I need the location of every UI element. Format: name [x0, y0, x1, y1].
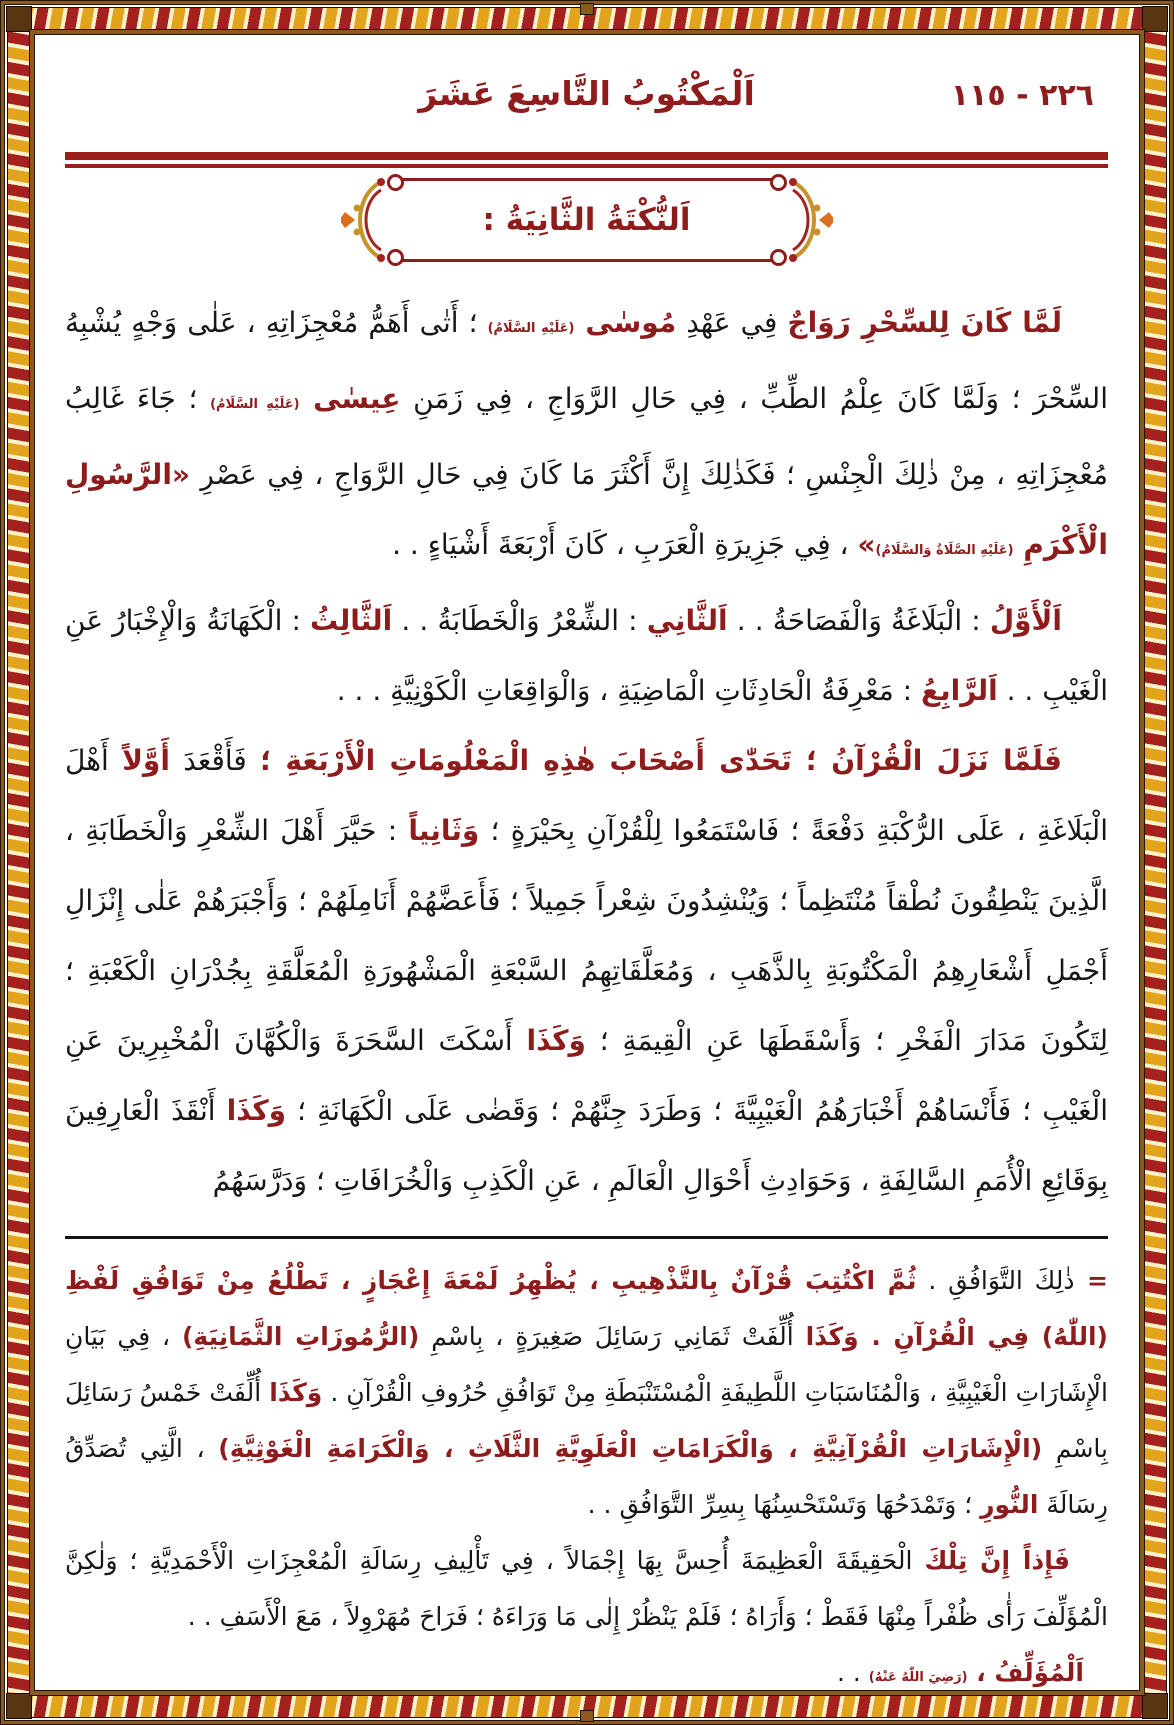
page-header: [65, 72, 1108, 148]
cartouche-curl-icon: [387, 249, 404, 266]
cartouche-curl-icon: [770, 249, 787, 266]
text-run: النُّورِ: [980, 1490, 1039, 1519]
cartouche-curl-icon: [387, 174, 404, 191]
text-run: (الْإِشَارَاتِ الْقُرْآنِيَّةِ ، وَالْكَرَامَاتِ الْعَلَوِيَّةِ الثَّلَاثِ ، وَالْكَرَامَةِ الْغَوْثِيَّةِ): [218, 1434, 1043, 1463]
text-run: فَإِذاً إِنَّ تِلْكَ: [924, 1546, 1071, 1575]
text-run: فَلَمَّا نَزَلَ الْقُرْآنُ ؛ تَحَدّٰى أَصْحَابَ هٰذِهِ الْمَعْلُومَاتِ الْأَرْبَعَةِ ؛: [260, 744, 1062, 777]
title-rule-thick: [65, 152, 1108, 160]
border-corner-top-right: [1142, 6, 1168, 32]
text-run: اَلثَّالِثُ: [310, 604, 393, 637]
section-heading: اَلنُّكْتَةُ الثَّانِيَةُ :: [482, 202, 691, 238]
text-run: وَكَذَا: [226, 1094, 287, 1127]
text-run: أَهْلَ الْبَلَاغَةِ ، عَلَى الرُّكْبَةِ دَفْعَةً ؛ فَاسْتَمَعُوا لِلْقُرْآنِ بِحَيْرَةٍ ؛: [65, 744, 1108, 847]
text-run: اَلثَّانِي: [646, 604, 728, 637]
text-run: ؛ جَاءَ غَالِبُ مُعْجِزَاتِهِ ، مِنْ ذٰلِكَ الْجِنْسِ ؛ فَكَذٰلِكَ إِنَّ أَكْثَرَ مَا كَانَ فِي حَالِ الرَّوَاجِ ، فِي عَصْرِ: [65, 382, 1108, 491]
text-run: =: [1074, 1266, 1108, 1295]
text-run: لَمَّا كَانَ لِلسِّحْرِ رَوَاجٌ: [787, 306, 1062, 339]
text-run: (الرُّمُوزَاتِ الثَّمَانِيَةِ): [182, 1322, 420, 1351]
footnote-paragraph: [65, 1253, 1108, 1533]
footnote: [65, 1253, 1108, 1706]
page-title: اَلْمَكْتُوبُ التَّاسِعَ عَشَرَ: [418, 74, 755, 113]
text-run: أُلِّفَتْ ثَمَانِي رَسَائِلَ صَغِيرَةٍ ، بِاسْمِ: [419, 1322, 806, 1351]
text-run: وَكَذَا: [805, 1322, 859, 1351]
text-run: اَلرَّابِعُ: [920, 674, 998, 707]
body-paragraph: [65, 726, 1108, 1216]
body-paragraph: [65, 586, 1108, 726]
flourish-left-icon: [341, 174, 387, 266]
text-run: وَكَذَا: [269, 1378, 323, 1407]
border-corner-bottom-right: [1142, 1693, 1168, 1719]
title-double-rule: [65, 152, 1108, 168]
text-run: ثُمَّ اكْتُتِبَ قُرْآنٌ بِالتَّذْهِيبِ ، يُظْهِرُ لَمْعَةَ إِعْجَازٍ ، تَطْلُعُ مِنْ تَوَافُقِ لَفْظِ (اللّٰهُ) فِي الْقُرْآنِ .: [65, 1266, 1108, 1351]
text-run: أُلِّفَتْ خَمْسُ رَسَائِلَ بِاسْمِ: [65, 1378, 1108, 1463]
body-paragraph: [65, 288, 1108, 586]
text-run: ، فِي جَزِيرَةِ الْعَرَبِ ، كَانَ أَرْبَعَةَ أَشْيَاءٍ . .: [392, 528, 858, 561]
text-run: ؛ أَتٰى أَهَمُّ مُعْجِزَاتِهِ ، عَلٰى وَجْهٍ يُشْبِهُ السِّحْرَ ؛ وَلَمَّا كَانَ عِلْمُ الطِّبِّ ، فِي حَالِ الرَّوَاجِ ، فِي زَمَنِ: [65, 306, 1108, 415]
text-run: ، الَّتِي تُصَدِّقُ رِسَالَةَ: [65, 1434, 1108, 1519]
text-run: فِي عَهْدِ: [676, 306, 788, 339]
border-corner-top-left: [6, 6, 32, 32]
text-run: ذٰلِكَ التَّوَافُقِ .: [916, 1266, 1075, 1295]
text-run: فَأَقْعَدَ: [169, 744, 261, 777]
text-run: : الْكَهَانَةُ وَالْإِخْبَارُ عَنِ الْغَيْبِ . .: [65, 604, 1108, 707]
page-content: [65, 36, 1108, 1691]
border-chain-right: [1143, 7, 1167, 1718]
text-run: «الرَّسُولِ الْأَكْرَمِ: [65, 458, 1108, 561]
border-corner-bottom-left: [6, 1693, 32, 1719]
text-run: (عَلَيْهِ الصَّلَاةُ وَالسَّلَامُ): [875, 543, 1014, 558]
text-run: (عَلَيْهِ السَّلَامُ): [487, 321, 575, 336]
text-run: : حَيَّرَ أَهْلَ الشِّعْرِ وَالْخَطَابَةِ ، الَّذِينَ يَنْطِقُونَ نُطْقاً مُنْتَظِماً ؛ وَيُنْشِدُونَ شِعْراً جَمِيلاً ؛ فَأَعَضَّهُمْ أَنَامِلَهُمْ ؛ وَأَجْبَرَهُمْ عَلٰى إِنْزَالِ أَجْمَلِ أَشْعَارِهِمُ الْمَكْتُوبَةِ بِالذَّهَبِ ، وَمُعَلَّقَاتِهِمُ السَّبْعَةِ الْمَشْهُورَةِ الْمُعَلَّقَةِ بِجُدْرَانِ الْكَعْبَةِ ؛ لِتَكُونَ مَدَارَ الْفَخْرِ ؛ وَأَسْقَطَهَا عَنِ الْقِيمَةِ ؛: [65, 814, 1108, 1057]
section-cartouche: [393, 178, 781, 262]
text-run: : الْبَلَاغَةُ وَالْفَصَاحَةُ . .: [727, 604, 990, 637]
text-run: (رَضِيَ اللّٰهُ عَنْهُ): [868, 1670, 968, 1685]
text-run: وَكَذَا: [526, 1024, 586, 1057]
text-run: أَسْكَتَ السَّحَرَةَ وَالْكُهَّانَ الْمُخْبِرِينَ عَنِ الْغَيْبِ ؛ فَأَنْسَاهُمْ أَخْبَارَهُمُ الْغَيْبِيَّةَ ؛ وَطَرَدَ جِنَّهُمْ ؛ وَقَضٰى عَلَى الْكَهَانَةِ ؛: [65, 1024, 1108, 1127]
border-chain-top: [7, 7, 1167, 31]
border-center-tab-top: [580, 3, 594, 15]
title-rule-thin: [65, 164, 1108, 168]
text-run: وَثَانِياً: [408, 814, 480, 847]
text-run: : الشِّعْرُ وَالْخَطَابَةُ . .: [392, 604, 647, 637]
text-run: عِيسٰى: [299, 382, 401, 415]
text-run: مُوسٰى: [574, 306, 677, 339]
text-run: اَلْأَوَّلُ: [989, 604, 1062, 637]
footnote-signature: [65, 1645, 1108, 1706]
text-run: أَنْقَذَ الْعَارِفِينَ بِوَقَائِعِ الْأُمَمِ السَّالِفَةِ ، وَحَوَادِثِ أَحْوَالِ الْعَالَمِ ، عَنِ الْكَذِبِ وَالْخُرَافَاتِ ؛ وَدَرَّسَهُمُ: [65, 1094, 1108, 1197]
body-text: [65, 288, 1108, 1216]
cartouche-curl-icon: [770, 174, 787, 191]
footnote-separator: [65, 1236, 1108, 1239]
text-run: : مَعْرِفَةُ الْحَادِثَاتِ الْمَاضِيَةِ ، وَالْوَاقِعَاتِ الْكَوْنِيَّةِ . . .: [336, 674, 921, 707]
text-run: »: [857, 528, 876, 561]
text-run: ، فِي بَيَانِ الْإِشَارَاتِ الْغَيْبِيَّةِ ، وَالْمُنَاسَبَاتِ اللَّطِيفَةِ الْمُسْتَنْبَطَةِ مِنْ تَوَافُقِ حُرُوفِ الْقُرْآنِ .: [65, 1322, 1108, 1407]
footnote-paragraph: [65, 1533, 1108, 1645]
text-run: الْحَقِيقَةَ الْعَظِيمَةَ أُحِسَّ بِهَا إِجْمَالاً ، فِي تَأْلِيفِ رِسَالَةِ الْمُعْجِزَاتِ الْأَحْمَدِيَّةِ ؛ وَلٰكِنَّ الْمُؤَلِّفَ رَأٰى ظُفْراً مِنْهَا فَقَطْ ؛ وَأَرَاهُ ؛ فَلَمْ يَنْظُرْ إِلٰى مَا وَرَاءَهُ ؛ فَرَاحَ مُهَرْوِلاً ، مَعَ الْأَسَفِ . .: [65, 1546, 1108, 1631]
flourish-right-icon: [787, 174, 833, 266]
text-run: (عَلَيْهِ السَّلَامُ): [210, 397, 300, 412]
border-center-tab-bottom: [580, 1710, 594, 1722]
text-run: ؛ وَتَمْدَحُهَا وَتَسْتَحْسِنُهَا بِسِرِّ التَّوَافُقِ . .: [587, 1490, 981, 1519]
border-chain-left: [7, 7, 31, 1718]
page-number: ٢٢٦ - ١١٥: [950, 78, 1094, 113]
text-run: اَلْمُؤَلِّفُ ،: [967, 1658, 1084, 1687]
section-cartouche-row: [65, 178, 1108, 262]
text-run: . .: [837, 1658, 869, 1687]
text-run: أَوَّلاً: [122, 744, 170, 777]
